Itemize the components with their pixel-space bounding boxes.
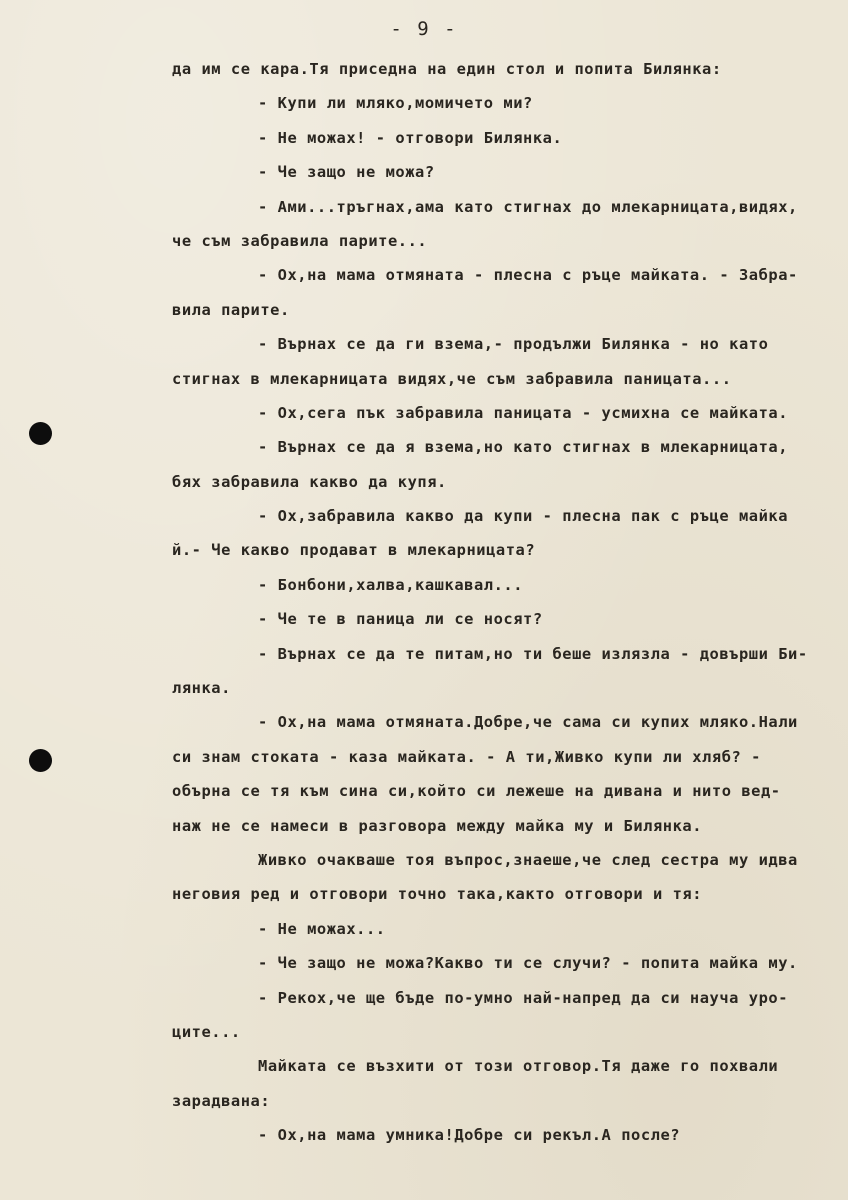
text-line-12: - Върнах се да я взема,но като стигнах в млекарницата, xyxy=(258,438,789,457)
text-line-16: - Бонбони,халва,кашкавал... xyxy=(258,575,524,594)
text-line-32: - Ох,на мама умника!Добре си рекъл.А после? xyxy=(258,1126,681,1145)
text-line-8: вила парите. xyxy=(172,300,290,319)
punch-hole-lower xyxy=(29,749,52,772)
text-line-13: бях забравила какво да купя. xyxy=(172,472,447,491)
text-line-23: наж не се намеси в разговора между майка му и Билянка. xyxy=(172,816,703,835)
page-number: - 9 - xyxy=(390,18,458,40)
text-line-15: й.- Че какво продават в млекарницата? xyxy=(172,541,536,560)
text-line-24: Живко очакваше тоя въпрос,знаеше,че след сестра му идва xyxy=(258,850,798,869)
text-line-2: - Купи ли мляко,момичето ми? xyxy=(258,94,533,113)
text-line-31: зарадвана: xyxy=(172,1091,271,1110)
text-line-30: Майката се възхити от този отговор.Тя даже го похвали xyxy=(258,1057,779,1076)
text-line-27: - Че защо не можа?Какво ти се случи? - попита майка му. xyxy=(258,954,798,973)
text-line-21: си знам стоката - каза майката. - А ти,Живко купи ли хляб? - xyxy=(172,747,761,766)
text-line-1: да им се кара.Тя приседна на един стол и попита Билянка: xyxy=(172,60,722,78)
text-line-25: неговия ред и отговори точно така,както отговори и тя: xyxy=(172,885,703,904)
text-line-26: - Не можах... xyxy=(258,919,386,938)
text-line-22: обърна се тя към сина си,който си лежеше на дивана и нито вед- xyxy=(172,782,781,801)
text-line-18: - Върнах се да те питам,но ти беше излязла - довърши Би- xyxy=(258,644,808,663)
text-line-3: - Не можах! - отговори Билянка. xyxy=(258,128,563,147)
punch-hole-upper xyxy=(29,422,52,445)
typewritten-text xyxy=(172,52,822,1153)
text-line-5: - Ами...тръгнах,ама като стигнах до млекарницата,видях, xyxy=(258,197,798,216)
text-line-6: че съм забравила парите... xyxy=(172,231,428,250)
text-line-19: лянка. xyxy=(172,679,231,698)
text-line-9: - Върнах се да ги взема,- продължи Билянка - но като xyxy=(258,335,769,354)
text-line-20: - Ох,на мама отмяната.Добре,че сама си купих мляко.Нали xyxy=(258,713,798,732)
text-line-28: - Рекох,че ще бъде по-умно най-напред да си науча уро- xyxy=(258,988,789,1007)
text-line-17: - Че те в паница ли се носят? xyxy=(258,610,543,629)
text-line-10: стигнах в млекарницата видях,че съм забравила паницата... xyxy=(172,369,732,388)
text-line-11: - Ох,сега пък забравила паницата - усмихна се майката. xyxy=(258,403,789,422)
text-line-29: ците... xyxy=(172,1022,241,1041)
text-line-14: - Ох,забравила какво да купи - плесна пак с ръце майка xyxy=(258,507,789,526)
text-line-7: - Ох,на мама отмяната - плесна с ръце майката. - Забра- xyxy=(258,266,798,285)
text-line-4: - Че защо не можа? xyxy=(258,163,435,182)
